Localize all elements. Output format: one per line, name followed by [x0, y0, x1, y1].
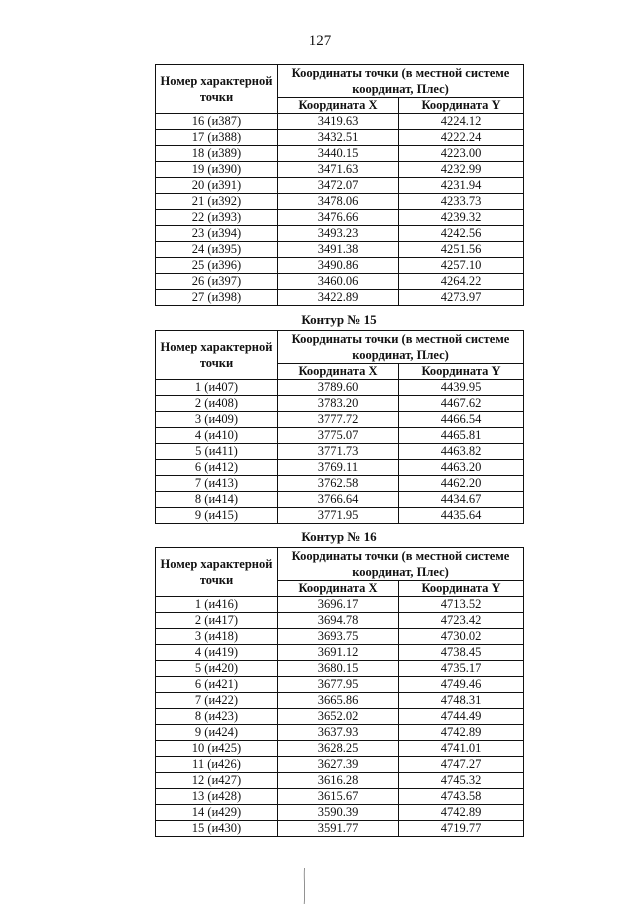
pen-mark: [303, 868, 306, 904]
point-number-cell: 11 (и426): [156, 757, 278, 773]
coordinate-x-cell: 3696.17: [278, 597, 399, 613]
coordinate-x-header: Координата X: [278, 98, 399, 114]
coordinate-y-cell: 4273.97: [399, 290, 524, 306]
coordinate-x-cell: 3419.63: [278, 114, 399, 130]
coordinate-y-cell: 4465.81: [399, 428, 524, 444]
coordinates-group-header: Координаты точки (в местной системе координат, Плес): [278, 331, 524, 364]
coordinates-table-contour-15: [155, 330, 524, 524]
coordinate-x-cell: 3762.58: [278, 476, 399, 492]
coordinate-y-cell: 4723.42: [399, 613, 524, 629]
page-number: 127: [308, 33, 332, 49]
coordinate-x-cell: 3694.78: [278, 613, 399, 629]
table-row: [156, 194, 524, 210]
coordinate-x-cell: 3493.23: [278, 226, 399, 242]
coordinate-x-cell: 3777.72: [278, 412, 399, 428]
coordinate-y-cell: 4434.67: [399, 492, 524, 508]
table-row: [156, 821, 524, 837]
coordinate-y-cell: 4223.00: [399, 146, 524, 162]
point-number-cell: 18 (и389): [156, 146, 278, 162]
coordinate-x-cell: 3691.12: [278, 645, 399, 661]
coordinate-x-cell: 3472.07: [278, 178, 399, 194]
coordinate-x-cell: 3440.15: [278, 146, 399, 162]
table-row: [156, 757, 524, 773]
coordinate-y-cell: 4730.02: [399, 629, 524, 645]
table-row: [156, 242, 524, 258]
table-row: [156, 396, 524, 412]
table-row: [156, 597, 524, 613]
point-number-cell: 5 (и411): [156, 444, 278, 460]
coordinate-x-cell: 3432.51: [278, 130, 399, 146]
contour-title: Контур № 15: [301, 312, 377, 327]
coordinate-y-cell: 4744.49: [399, 709, 524, 725]
point-number-cell: 5 (и420): [156, 661, 278, 677]
coordinate-y-cell: 4463.82: [399, 444, 524, 460]
point-number-cell: 16 (и387): [156, 114, 278, 130]
coordinate-x-cell: 3591.77: [278, 821, 399, 837]
coordinates-table-continuation: [155, 64, 524, 306]
point-number-cell: 10 (и425): [156, 741, 278, 757]
table-row: [156, 629, 524, 645]
coordinate-y-header: Координата Y: [399, 364, 524, 380]
coordinate-x-cell: 3460.06: [278, 274, 399, 290]
table-row: [156, 444, 524, 460]
coordinate-x-cell: 3491.38: [278, 242, 399, 258]
table-row: [156, 773, 524, 789]
coordinate-y-cell: 4232.99: [399, 162, 524, 178]
table-row: [156, 412, 524, 428]
point-number-cell: 9 (и415): [156, 508, 278, 524]
table-row: [156, 741, 524, 757]
coordinate-x-cell: 3616.28: [278, 773, 399, 789]
coordinates-table-contour-16: [155, 547, 524, 837]
table-body: [156, 114, 524, 306]
table-row: [156, 114, 524, 130]
coordinate-x-cell: 3775.07: [278, 428, 399, 444]
coordinate-y-cell: 4462.20: [399, 476, 524, 492]
coordinate-y-cell: 4747.27: [399, 757, 524, 773]
coordinate-y-cell: 4264.22: [399, 274, 524, 290]
coordinate-x-cell: 3769.11: [278, 460, 399, 476]
coordinate-y-cell: 4749.46: [399, 677, 524, 693]
point-number-cell: 23 (и394): [156, 226, 278, 242]
point-number-cell: 4 (и410): [156, 428, 278, 444]
table-row: [156, 645, 524, 661]
table-row: [156, 476, 524, 492]
point-number-cell: 12 (и427): [156, 773, 278, 789]
coordinate-x-cell: 3590.39: [278, 805, 399, 821]
coordinate-x-cell: 3783.20: [278, 396, 399, 412]
coordinate-x-header: Координата X: [278, 364, 399, 380]
table-row: [156, 709, 524, 725]
coordinate-y-cell: 4742.89: [399, 725, 524, 741]
point-number-cell: 2 (и408): [156, 396, 278, 412]
coordinate-x-cell: 3627.39: [278, 757, 399, 773]
table-row: [156, 258, 524, 274]
coordinate-x-cell: 3476.66: [278, 210, 399, 226]
coordinate-y-cell: 4435.64: [399, 508, 524, 524]
coordinate-x-cell: 3771.73: [278, 444, 399, 460]
point-number-cell: 19 (и390): [156, 162, 278, 178]
table-row: [156, 290, 524, 306]
table-row: [156, 508, 524, 524]
point-number-cell: 27 (и398): [156, 290, 278, 306]
table-row: [156, 162, 524, 178]
contour-16-block: [155, 529, 523, 837]
coordinate-x-cell: 3677.95: [278, 677, 399, 693]
point-number-cell: 3 (и418): [156, 629, 278, 645]
coordinate-y-cell: 4463.20: [399, 460, 524, 476]
coordinate-y-header: Координата Y: [399, 98, 524, 114]
point-number-cell: 26 (и397): [156, 274, 278, 290]
table-row: [156, 789, 524, 805]
coordinate-y-cell: 4748.31: [399, 693, 524, 709]
table-row: [156, 805, 524, 821]
coordinate-y-cell: 4467.62: [399, 396, 524, 412]
coordinate-y-cell: 4233.73: [399, 194, 524, 210]
table-row: [156, 146, 524, 162]
point-number-cell: 20 (и391): [156, 178, 278, 194]
coordinates-group-header: Координаты точки (в местной системе координат, Плес): [278, 65, 524, 98]
coordinate-y-cell: 4224.12: [399, 114, 524, 130]
point-number-cell: 9 (и424): [156, 725, 278, 741]
coordinate-x-cell: 3615.67: [278, 789, 399, 805]
point-number-header: Номер характерной точки: [156, 548, 278, 597]
coordinate-y-cell: 4742.89: [399, 805, 524, 821]
table-row: [156, 725, 524, 741]
point-number-cell: 8 (и414): [156, 492, 278, 508]
point-number-cell: 8 (и423): [156, 709, 278, 725]
coordinate-x-cell: 3478.06: [278, 194, 399, 210]
coordinate-y-cell: 4439.95: [399, 380, 524, 396]
coordinate-x-cell: 3471.63: [278, 162, 399, 178]
table-row: [156, 226, 524, 242]
point-number-cell: 6 (и412): [156, 460, 278, 476]
coordinate-y-cell: 4738.45: [399, 645, 524, 661]
table-body: [156, 380, 524, 524]
table-row: [156, 677, 524, 693]
table-row: [156, 661, 524, 677]
coordinate-x-cell: 3766.64: [278, 492, 399, 508]
point-number-cell: 14 (и429): [156, 805, 278, 821]
point-number-cell: 2 (и417): [156, 613, 278, 629]
coordinate-y-cell: 4251.56: [399, 242, 524, 258]
coordinate-y-cell: 4719.77: [399, 821, 524, 837]
table-row: [156, 274, 524, 290]
coordinates-group-header: Координаты точки (в местной системе координат, Плес): [278, 548, 524, 581]
point-number-cell: 17 (и388): [156, 130, 278, 146]
point-number-header: Номер характерной точки: [156, 65, 278, 114]
coordinate-y-cell: 4713.52: [399, 597, 524, 613]
coordinate-x-cell: 3652.02: [278, 709, 399, 725]
table-row: [156, 613, 524, 629]
coordinate-y-cell: 4231.94: [399, 178, 524, 194]
coordinate-x-header: Координата X: [278, 581, 399, 597]
coordinate-x-cell: 3680.15: [278, 661, 399, 677]
point-number-cell: 13 (и428): [156, 789, 278, 805]
table-row: [156, 210, 524, 226]
coordinate-y-cell: 4242.56: [399, 226, 524, 242]
point-number-cell: 6 (и421): [156, 677, 278, 693]
table-row: [156, 460, 524, 476]
point-number-cell: 24 (и395): [156, 242, 278, 258]
coordinates-table-block-continuation: [155, 64, 523, 306]
table-row: [156, 380, 524, 396]
table-row: [156, 130, 524, 146]
coordinate-x-cell: 3637.93: [278, 725, 399, 741]
point-number-header: Номер характерной точки: [156, 331, 278, 380]
coordinate-y-cell: 4745.32: [399, 773, 524, 789]
coordinate-y-cell: 4257.10: [399, 258, 524, 274]
table-row: [156, 492, 524, 508]
table-body: [156, 597, 524, 837]
coordinate-x-cell: 3422.89: [278, 290, 399, 306]
contour-15-block: [155, 312, 523, 524]
table-row: [156, 428, 524, 444]
coordinate-y-cell: 4466.54: [399, 412, 524, 428]
coordinate-x-cell: 3789.60: [278, 380, 399, 396]
coordinate-y-cell: 4741.01: [399, 741, 524, 757]
point-number-cell: 3 (и409): [156, 412, 278, 428]
point-number-cell: 25 (и396): [156, 258, 278, 274]
coordinate-x-cell: 3771.95: [278, 508, 399, 524]
table-row: [156, 693, 524, 709]
point-number-cell: 7 (и413): [156, 476, 278, 492]
point-number-cell: 1 (и416): [156, 597, 278, 613]
contour-title: Контур № 16: [301, 529, 377, 544]
coordinate-x-cell: 3665.86: [278, 693, 399, 709]
point-number-cell: 4 (и419): [156, 645, 278, 661]
point-number-cell: 7 (и422): [156, 693, 278, 709]
point-number-cell: 15 (и430): [156, 821, 278, 837]
coordinate-y-cell: 4239.32: [399, 210, 524, 226]
coordinate-x-cell: 3693.75: [278, 629, 399, 645]
coordinate-y-cell: 4222.24: [399, 130, 524, 146]
coordinate-x-cell: 3628.25: [278, 741, 399, 757]
coordinate-x-cell: 3490.86: [278, 258, 399, 274]
point-number-cell: 1 (и407): [156, 380, 278, 396]
point-number-cell: 22 (и393): [156, 210, 278, 226]
table-row: [156, 178, 524, 194]
coordinate-y-cell: 4743.58: [399, 789, 524, 805]
coordinate-y-cell: 4735.17: [399, 661, 524, 677]
point-number-cell: 21 (и392): [156, 194, 278, 210]
coordinate-y-header: Координата Y: [399, 581, 524, 597]
